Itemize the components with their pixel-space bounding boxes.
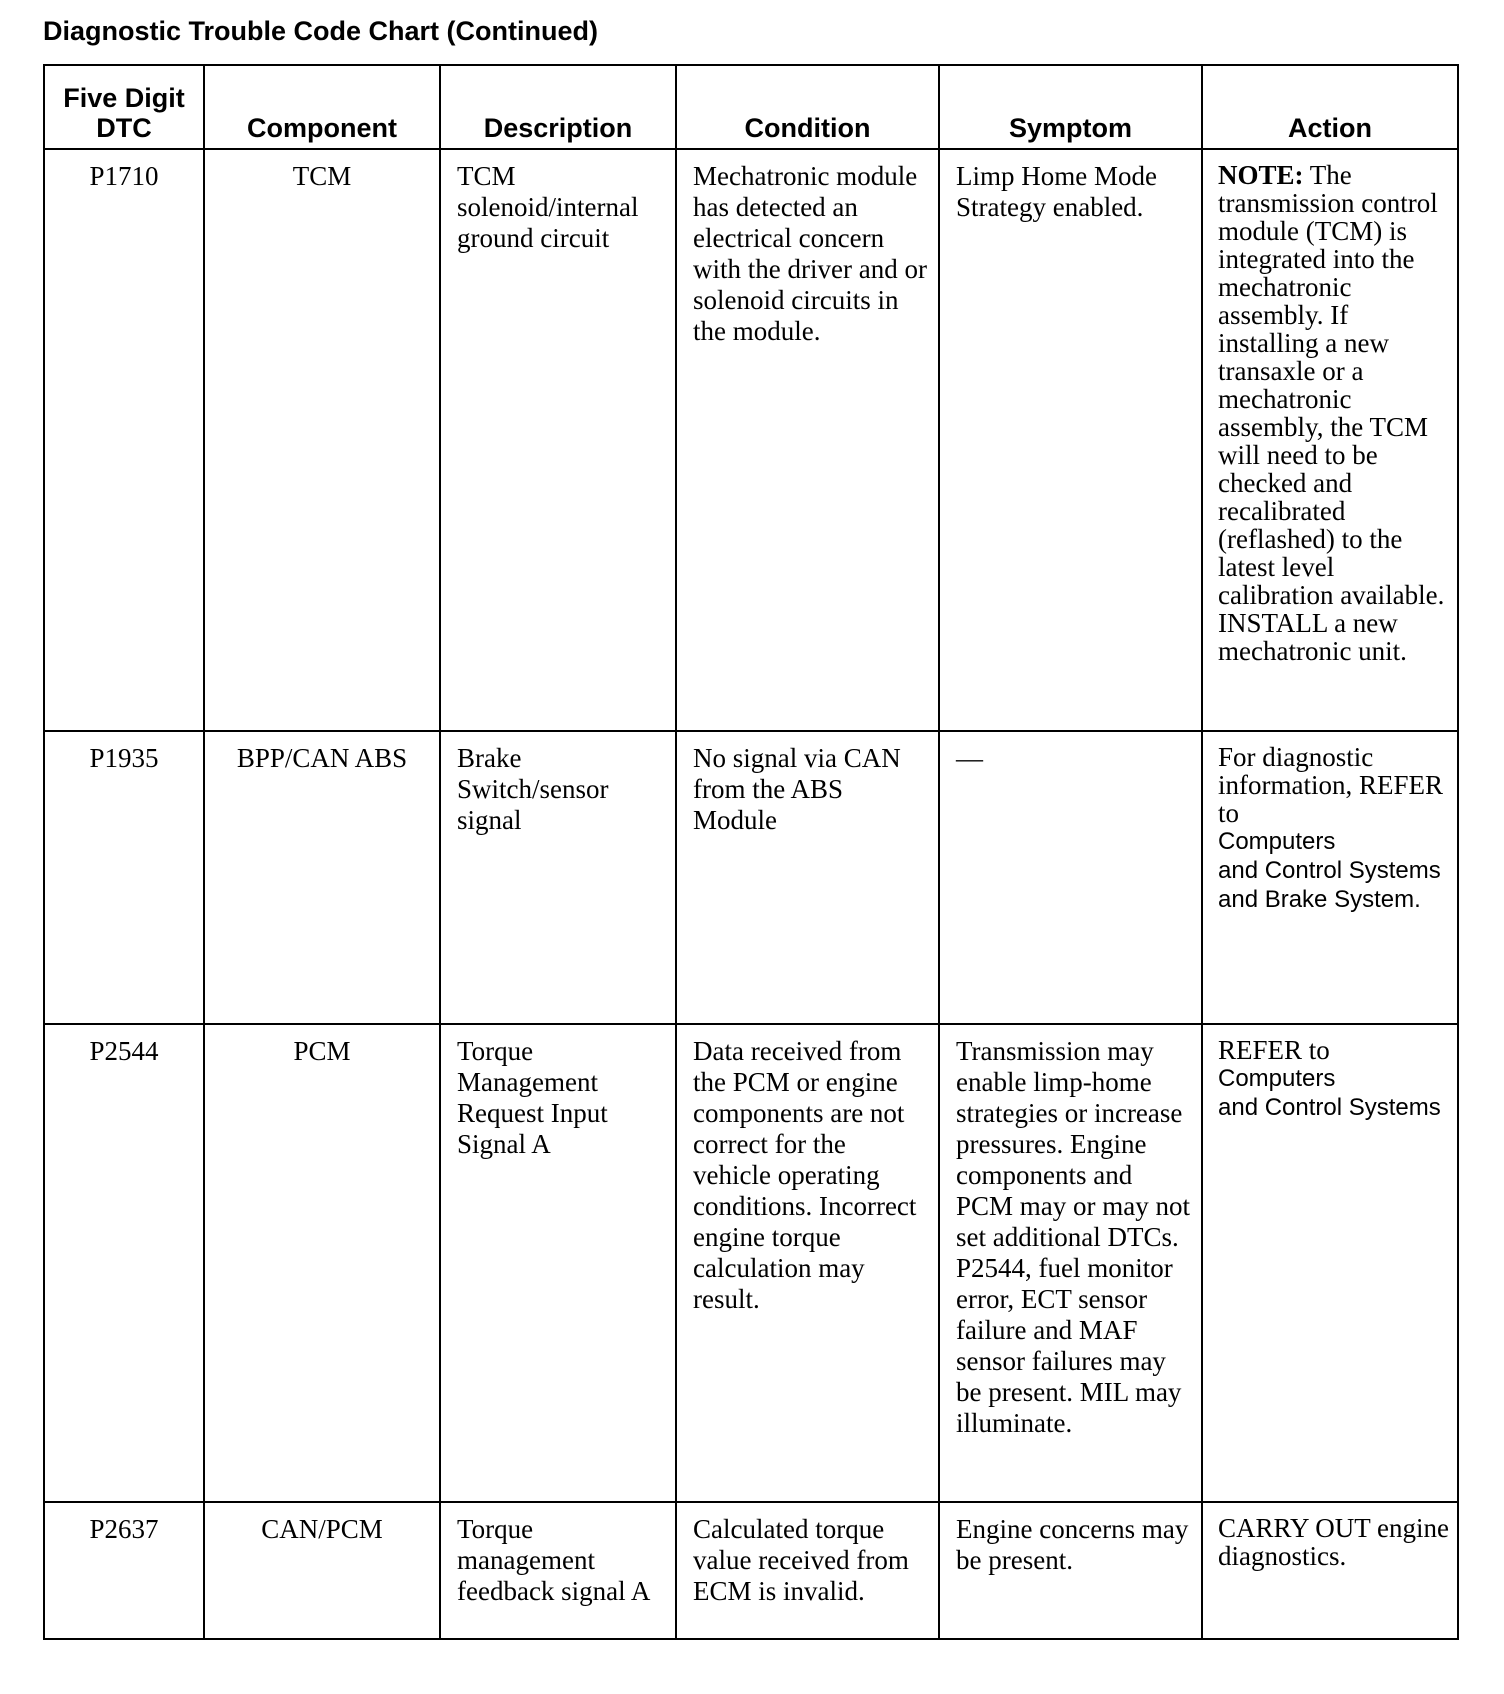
page-title: Diagnostic Trouble Code Chart (Continued) bbox=[43, 16, 598, 46]
condition-cell: No signal via CAN from the ABS Module bbox=[676, 731, 939, 1024]
description-cell: Torque Management Request Input Signal A bbox=[440, 1024, 676, 1502]
symptom-cell: Limp Home Mode Strategy enabled. bbox=[939, 149, 1202, 731]
dtc-code-cell: P2637 bbox=[44, 1502, 204, 1639]
description-cell: TCM solenoid/internal ground circuit bbox=[440, 149, 676, 731]
condition-cell: Mechatronic module has detected an electrical concern with the driver and or solenoid circuits in the module. bbox=[676, 149, 939, 731]
component-cell: BPP/CAN ABS bbox=[204, 731, 440, 1024]
dtc-code-cell: P1710 bbox=[44, 149, 204, 731]
description-cell: Torque management feedback signal A bbox=[440, 1502, 676, 1639]
dtc-code-cell: P1935 bbox=[44, 731, 204, 1024]
header-symptom: Symptom bbox=[939, 65, 1202, 149]
action-reference-link[interactable]: and Brake System. bbox=[1218, 886, 1421, 913]
condition-cell: Calculated torque value received from ECM is invalid. bbox=[676, 1502, 939, 1639]
action-text: REFER to bbox=[1218, 1035, 1330, 1065]
table-row bbox=[44, 149, 1458, 731]
component-cell: CAN/PCM bbox=[204, 1502, 440, 1639]
action-cell bbox=[1202, 1024, 1458, 1502]
header-action: Action bbox=[1202, 65, 1458, 149]
header-five-digit-dtc bbox=[44, 65, 204, 149]
table-row bbox=[44, 1502, 1458, 1639]
condition-cell: Data received from the PCM or engine components are not correct for the vehicle operating conditions. Incorrect engine torque calculation may result. bbox=[676, 1024, 939, 1502]
note-label: NOTE: bbox=[1218, 160, 1304, 190]
component-cell: PCM bbox=[204, 1024, 440, 1502]
dtc-code-cell: P2544 bbox=[44, 1024, 204, 1502]
header-dtc-line1: Five Digit bbox=[63, 83, 185, 113]
action-reference-link[interactable]: and Control Systems bbox=[1218, 1094, 1441, 1121]
action-text: For diagnostic information, REFER to bbox=[1218, 742, 1443, 828]
action-cell: CARRY OUT engine diagnostics. bbox=[1202, 1502, 1458, 1639]
header-description: Description bbox=[440, 65, 676, 149]
symptom-cell: Transmission may enable limp-home strategies or increase pressures. Engine components and PCM may or may not set additional DTCs. P2544, fuel monitor error, ECT sensor failure and MAF sensor failures may be present. MIL may illuminate. bbox=[939, 1024, 1202, 1502]
action-reference-link[interactable]: and Control Systems bbox=[1218, 857, 1441, 884]
action-cell bbox=[1202, 731, 1458, 1024]
symptom-cell: — bbox=[939, 731, 1202, 1024]
action-reference-link[interactable]: Computers bbox=[1218, 828, 1336, 855]
table-row bbox=[44, 1024, 1458, 1502]
component-cell: TCM bbox=[204, 149, 440, 731]
header-condition: Condition bbox=[676, 65, 939, 149]
action-reference-link[interactable]: Computers bbox=[1218, 1065, 1336, 1092]
header-row bbox=[44, 65, 1458, 149]
header-component: Component bbox=[204, 65, 440, 149]
table-row bbox=[44, 731, 1458, 1024]
description-cell: Brake Switch/sensor signal bbox=[440, 731, 676, 1024]
action-note-text: The transmission control module (TCM) is integrated into the mechatronic assembly. If installing a new transaxle or a mechatronic assembly, the TCM will need to be checked and recalibrated (reflashed) to the latest level calibration available. INSTALL a new mechatronic unit. bbox=[1218, 160, 1445, 666]
symptom-cell: Engine concerns may be present. bbox=[939, 1502, 1202, 1639]
action-cell bbox=[1202, 149, 1458, 731]
header-dtc-line2: DTC bbox=[96, 113, 152, 143]
dtc-chart-table bbox=[43, 64, 1459, 1640]
